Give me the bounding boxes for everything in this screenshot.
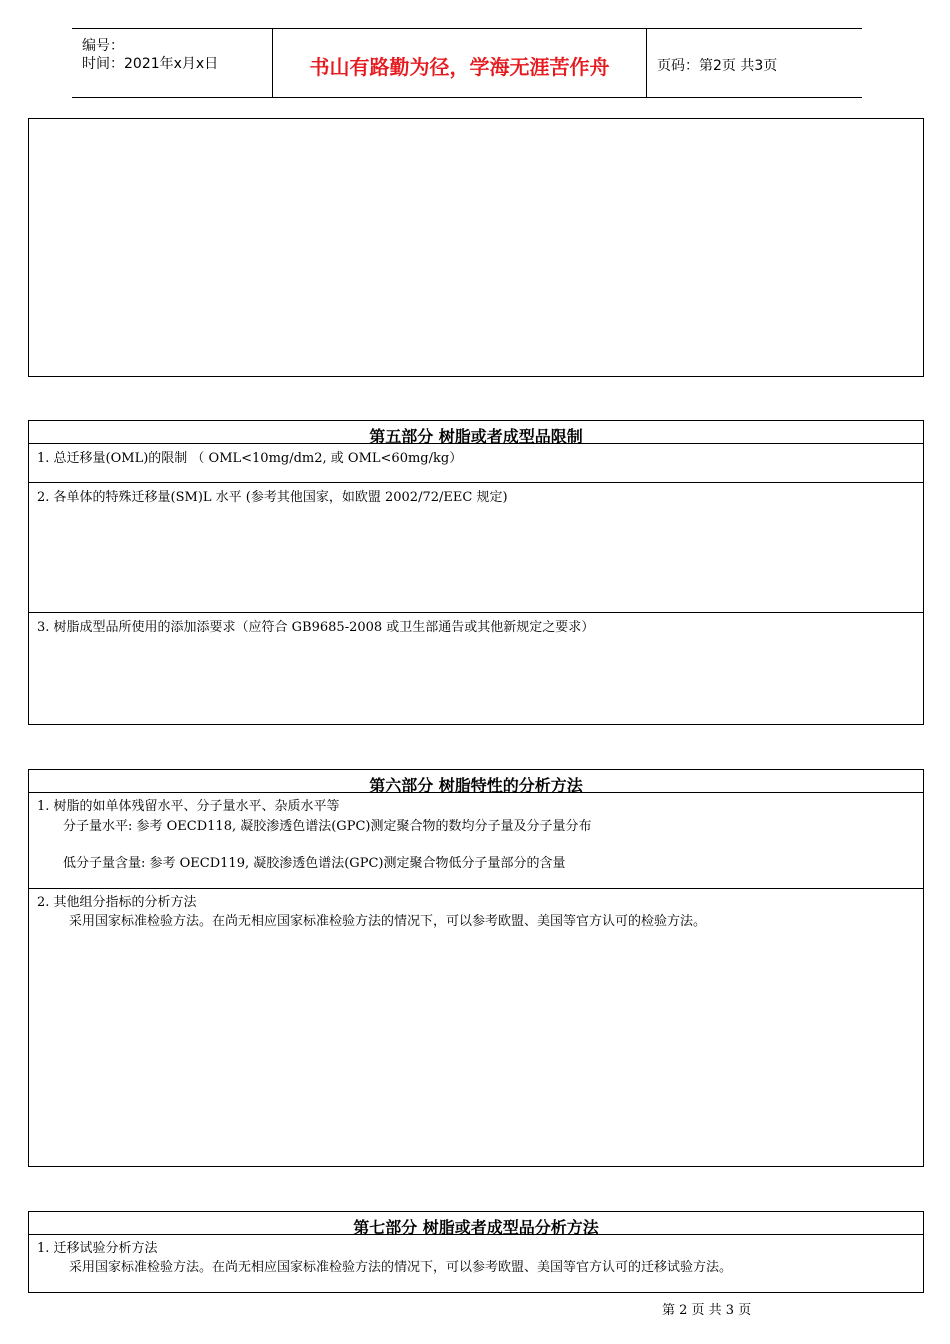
part6-item2-method: 采用国家标准检验方法。在尚无相应国家标准检验方法的情况下，可以参考欧盟、美国等官方认可的检验方法。 [69,914,707,929]
part6-item1-molecular-weight: 分子量水平: 参考 OECD118, 凝胶渗透色谱法(GPC)测定聚合物的数均分子量及分子量分布 [63,819,592,834]
part5-section [28,420,924,725]
part6-item1: 1. 树脂的如单体残留水平、分子量水平、杂质水平等 [37,799,340,814]
part5-row-2 [29,482,923,612]
part5-item1: 1. 总迁移量(OML)的限制 （ OML<10mg/dm2, 或 OML<60mg/kg） [37,451,463,466]
part7-title: 第七部分 树脂或者成型品分析方法 [353,1218,599,1237]
part5-title: 第五部分 树脂或者成型品限制 [369,427,583,446]
part5-row-3 [29,612,923,723]
part7-row-1 [29,1234,923,1291]
part5-item2: 2. 各单体的特殊迁移量(SM)L 水平 (参考其他国家，如欧盟 2002/72/EEC 规定) [37,490,508,505]
page-footer-number: 第 2 页 共 3 页 [662,1303,752,1318]
blank-content-box [28,118,924,377]
part6-row-2 [29,888,923,1165]
part7-item1-method: 采用国家标准检验方法。在尚无相应国家标准检验方法的情况下，可以参考欧盟、美国等官方认可的迁移试验方法。 [69,1260,733,1275]
part7-item1: 1. 迁移试验分析方法 [37,1241,158,1256]
page-header [72,28,862,98]
header-motto: 书山有路勤为径，学海无涯苦作舟 [309,55,610,79]
part7-section [28,1211,924,1293]
header-motto-cell [273,29,647,97]
part6-section [28,769,924,1167]
document-number-label: 编号： [82,38,124,54]
part6-title: 第六部分 树脂特性的分析方法 [369,776,583,795]
header-page-cell [647,29,862,97]
header-meta-cell [72,29,273,97]
header-page-number: 页码：第2页 共3页 [657,58,778,74]
part5-row-1 [29,443,923,482]
document-date-label: 时间：2021年x月x日 [82,56,219,72]
part6-row-1 [29,792,923,888]
part6-item1-low-molecular-content: 低分子量含量: 参考 OECD119, 凝胶渗透色谱法(GPC)测定聚合物低分子量部分的含量 [63,856,566,871]
part6-item2: 2. 其他组分指标的分析方法 [37,895,197,910]
part5-item3: 3. 树脂成型品所使用的添加添要求（应符合 GB9685-2008 或卫生部通告或其他新规定之要求） [37,620,595,635]
